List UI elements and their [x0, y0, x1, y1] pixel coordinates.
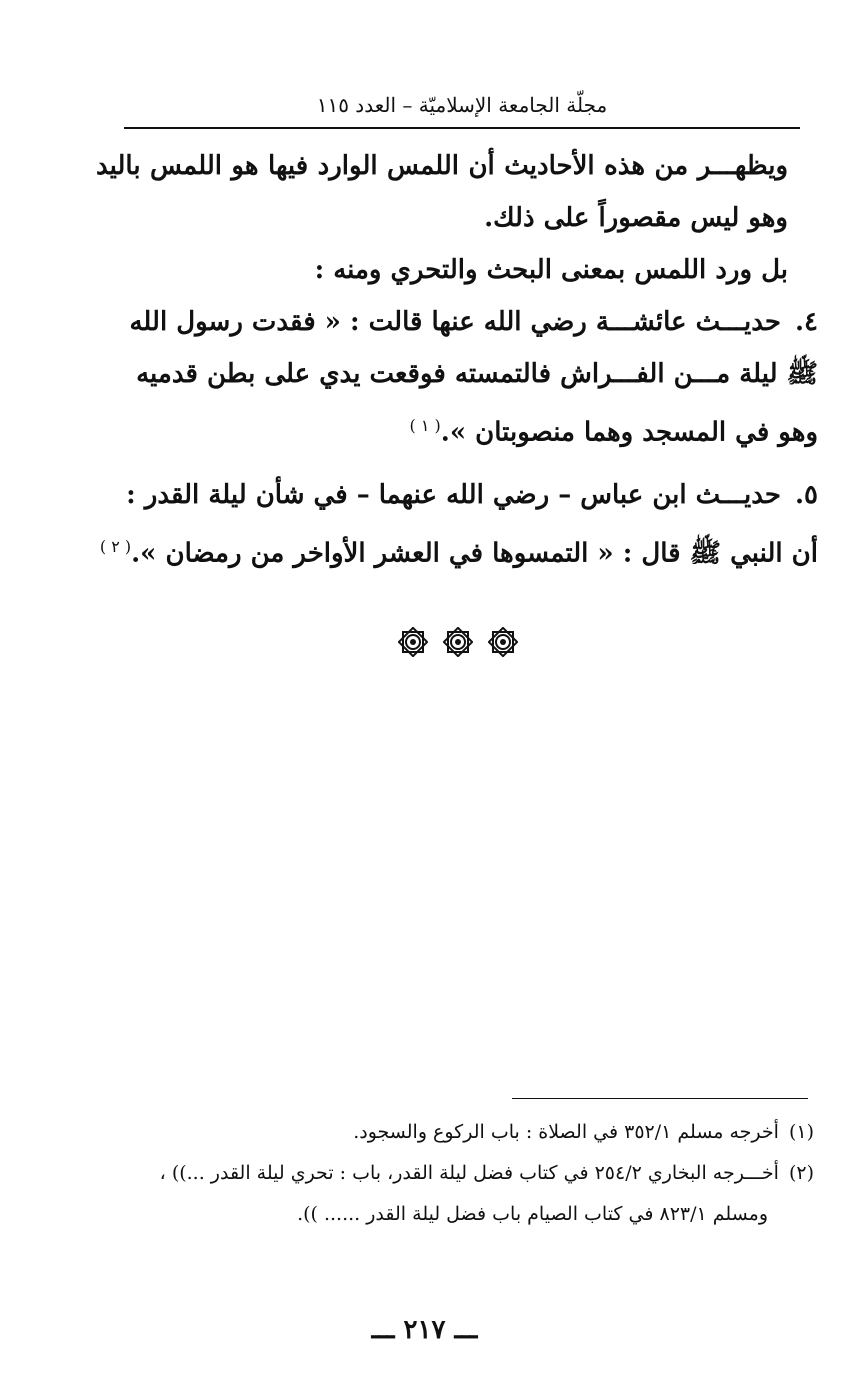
item-number: ٤. — [794, 307, 818, 337]
page-number: ـــ ٢١٧ ـــ — [371, 1315, 478, 1345]
footnote-divider — [512, 1098, 808, 1099]
footnote-text: أخرجه مسلم ٣٥٢/١ في الصلاة : باب الركوع والسجود. — [353, 1121, 779, 1143]
footnote-text: أخـــرجه البخاري ٢٥٤/٢ في كتاب فضل ليلة القدر، باب : تحري ليلة القدر ...)) ، — [159, 1162, 779, 1184]
item-text: حديـــث عائشـــة رضي الله عنها قالت : « فقدت رسول الله ﷺ ليلة مـــن الفـــراش فالتمسته فوقعت يدي على بطن قدميه وهو في المسجد وهما منصوبتان ». — [129, 307, 818, 448]
footnote-mark: (٢) — [788, 1162, 814, 1184]
section-ornament — [398, 622, 518, 662]
hadith-item-5 — [96, 469, 818, 580]
header-divider — [124, 127, 800, 129]
footnote-1 — [84, 1112, 814, 1153]
main-text — [96, 140, 818, 579]
footnote-2-continuation: ومسلم ٨٢٣/١ في كتاب الصيام باب فضل ليلة القدر ...... )). — [297, 1203, 768, 1225]
rosette-icon — [398, 627, 428, 657]
hadith-item-4 — [96, 296, 818, 459]
footnote-reference: ( ١ ) — [409, 416, 441, 435]
rosette-icon — [443, 627, 473, 657]
footnote-reference: ( ٢ ) — [99, 536, 132, 556]
paragraph-2: بل ورد اللمس بمعنى البحث والتحري ومنه : — [314, 255, 788, 285]
footnote-mark: (١) — [788, 1121, 814, 1143]
footnote-2 — [84, 1153, 814, 1194]
item-text: حديـــث ابن عباس – رضي الله عنهما – في شأن ليلة القدر : أن النبي ﷺ قال : « التمسوها في العشر الأواخر من رمضان ». — [126, 479, 818, 569]
footnotes — [84, 1112, 814, 1235]
item-number: ٥. — [794, 479, 818, 510]
running-header: مجلّة الجامعة الإسلاميّة – العدد ١١٥ — [316, 93, 608, 117]
rosette-icon — [488, 627, 518, 657]
paragraph-1: ويظهـــر من هذه الأحاديث أن اللمس الوارد فيها هو اللمس باليد وهو ليس مقصوراً على ذلك. — [96, 151, 788, 233]
